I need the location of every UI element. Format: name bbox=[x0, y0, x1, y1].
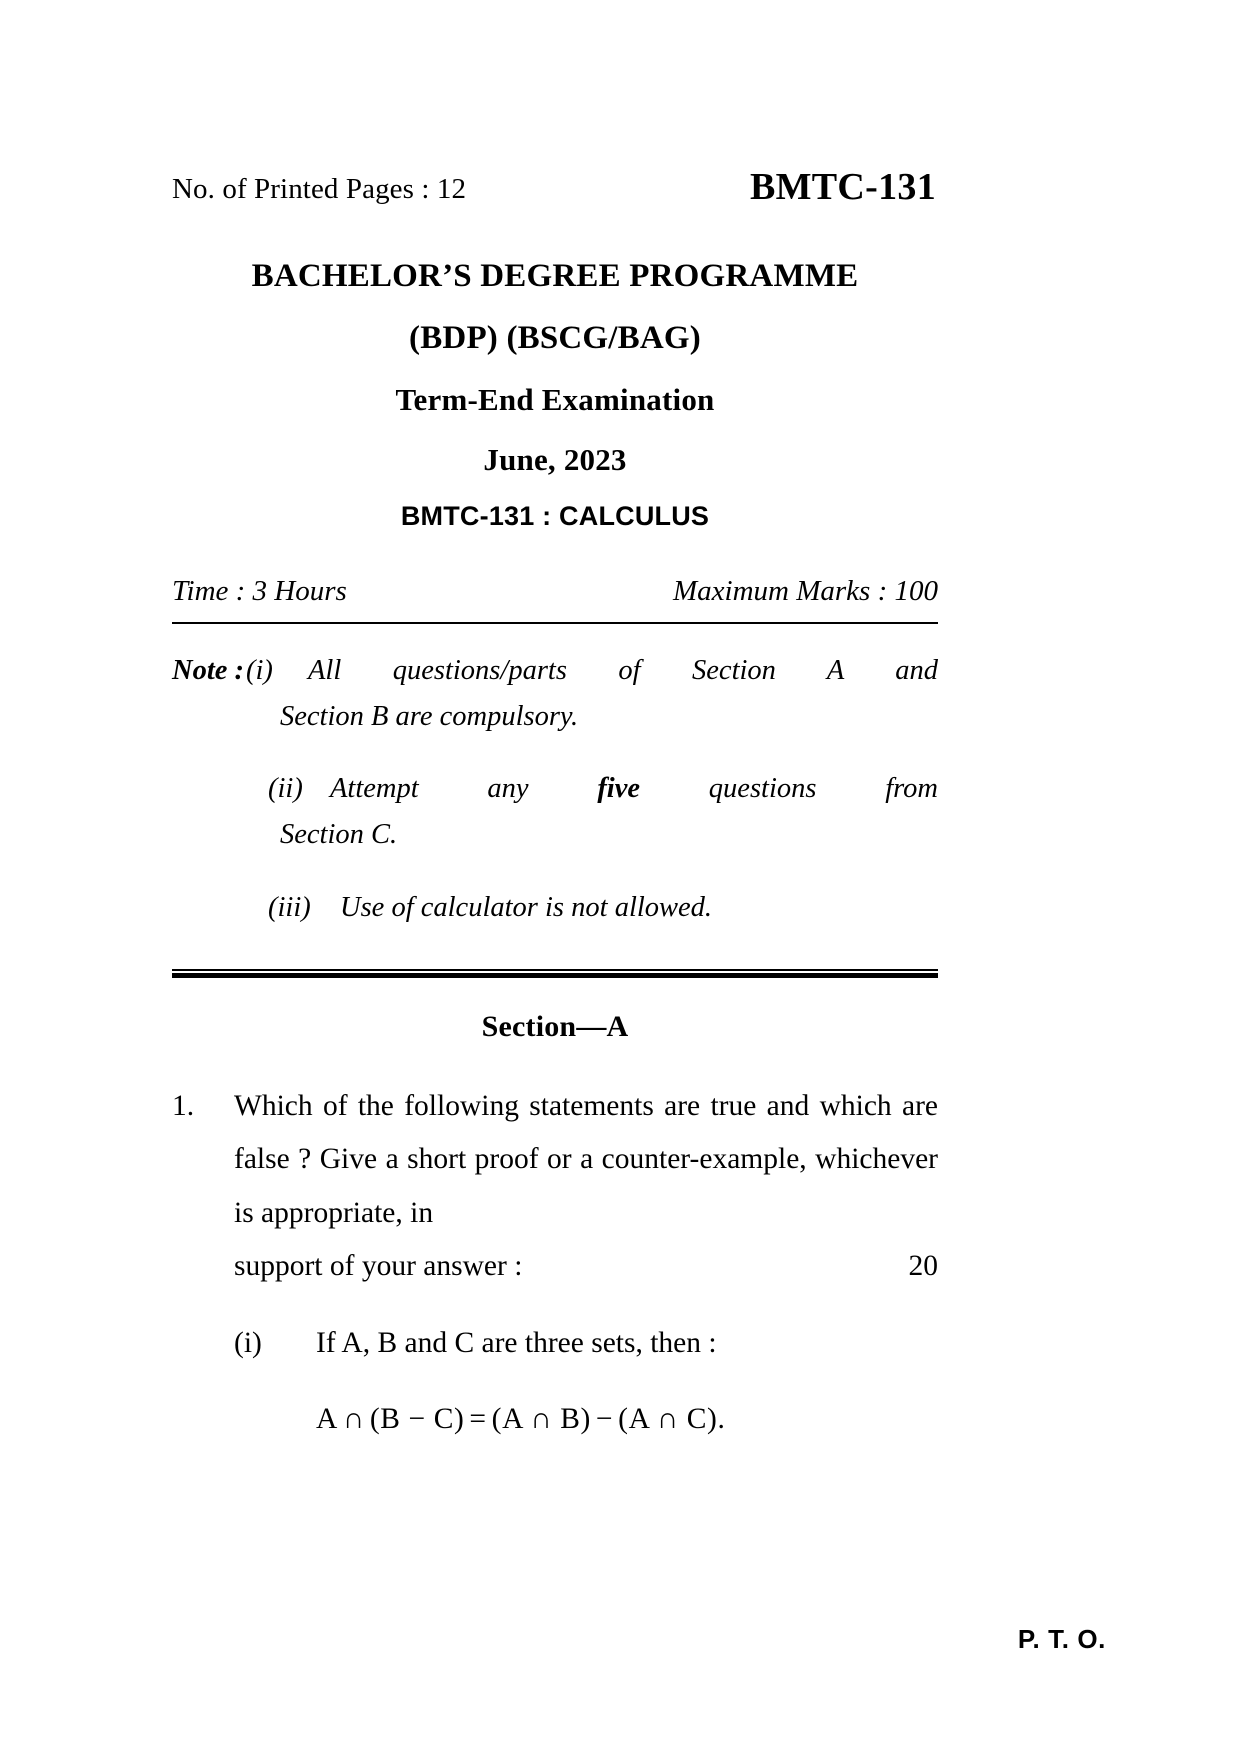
formula-lhs-set: A bbox=[316, 1402, 338, 1435]
note-label: Note : bbox=[172, 655, 245, 686]
formula-equals: = bbox=[469, 1402, 487, 1435]
header-divider bbox=[172, 622, 938, 624]
intersection-icon: ∩ bbox=[342, 1402, 365, 1435]
section-a-heading: Section—A bbox=[481, 1009, 629, 1043]
note-marker-ii: (ii) bbox=[268, 773, 303, 805]
divider-thick-line bbox=[172, 973, 938, 978]
course-code-heading: BMTC-131 bbox=[749, 166, 936, 208]
subpart-i-marker: (i) bbox=[234, 1327, 262, 1360]
subject-title: BMTC-131 : CALCULUS bbox=[400, 501, 710, 531]
note-text-i-line1: All questions/parts of Section A and bbox=[308, 655, 938, 686]
exam-max-marks: Maximum Marks : 100 bbox=[673, 575, 938, 607]
note-ii-after: questions from bbox=[640, 773, 938, 805]
minus-icon: − bbox=[595, 1402, 614, 1435]
note-text-i-line2: Section B are compulsory. bbox=[280, 701, 579, 733]
question-1-row bbox=[172, 1080, 938, 1446]
note-ii-emphasis: five bbox=[597, 773, 641, 805]
printed-pages-label: No. of Printed Pages : 12 bbox=[172, 173, 467, 205]
exam-session: June, 2023 bbox=[483, 442, 627, 477]
question-1-subpart-i bbox=[234, 1317, 938, 1370]
note-text-iii: Use of calculator is not allowed. bbox=[340, 891, 713, 923]
note-text-ii-line1 bbox=[330, 766, 938, 812]
question-1-body bbox=[234, 1080, 938, 1446]
exam-duration: Time : 3 Hours bbox=[172, 575, 347, 607]
note-block bbox=[172, 648, 938, 931]
question-1 bbox=[172, 1080, 938, 1446]
title-block bbox=[172, 260, 938, 532]
note-ii-before: Attempt any bbox=[330, 773, 598, 805]
note-item-ii bbox=[172, 766, 938, 812]
section-divider bbox=[172, 969, 938, 978]
note-item-i bbox=[172, 648, 938, 694]
page-header bbox=[172, 164, 938, 210]
note-text-ii-line2: Section C. bbox=[280, 819, 398, 851]
formula-group-2: (A ∩ B) bbox=[491, 1402, 591, 1435]
page-content bbox=[172, 0, 938, 1446]
question-1-number: 1. bbox=[172, 1089, 195, 1122]
question-1-text: Which of the following statements are true and which are false ? Give a short proof or a counter-example, whichever is appropriate, in bbox=[234, 1089, 938, 1229]
pto-footer: P. T. O. bbox=[1017, 1624, 1106, 1654]
formula-group-3: (A ∩ C) bbox=[618, 1402, 718, 1435]
programme-codes: (BDP) (BSCG/BAG) bbox=[409, 320, 701, 356]
question-1-last-text: support of your answer : bbox=[234, 1249, 523, 1282]
note-marker-i: (i) bbox=[246, 655, 273, 686]
note-marker-iii: (iii) bbox=[268, 891, 311, 923]
note-item-iii bbox=[172, 885, 938, 931]
programme-title: BACHELOR’S DEGREE PROGRAMME bbox=[251, 258, 859, 294]
subpart-i-formula bbox=[234, 1393, 938, 1446]
question-1-last-line bbox=[234, 1240, 938, 1293]
formula-group-1: (B − C) bbox=[369, 1402, 465, 1435]
exam-type: Term-End Examination bbox=[395, 382, 715, 417]
question-1-marks: 20 bbox=[908, 1249, 938, 1282]
exam-info-row bbox=[172, 575, 938, 608]
formula-period: . bbox=[717, 1402, 726, 1435]
subpart-i-text: If A, B and C are three sets, then : bbox=[316, 1327, 717, 1360]
